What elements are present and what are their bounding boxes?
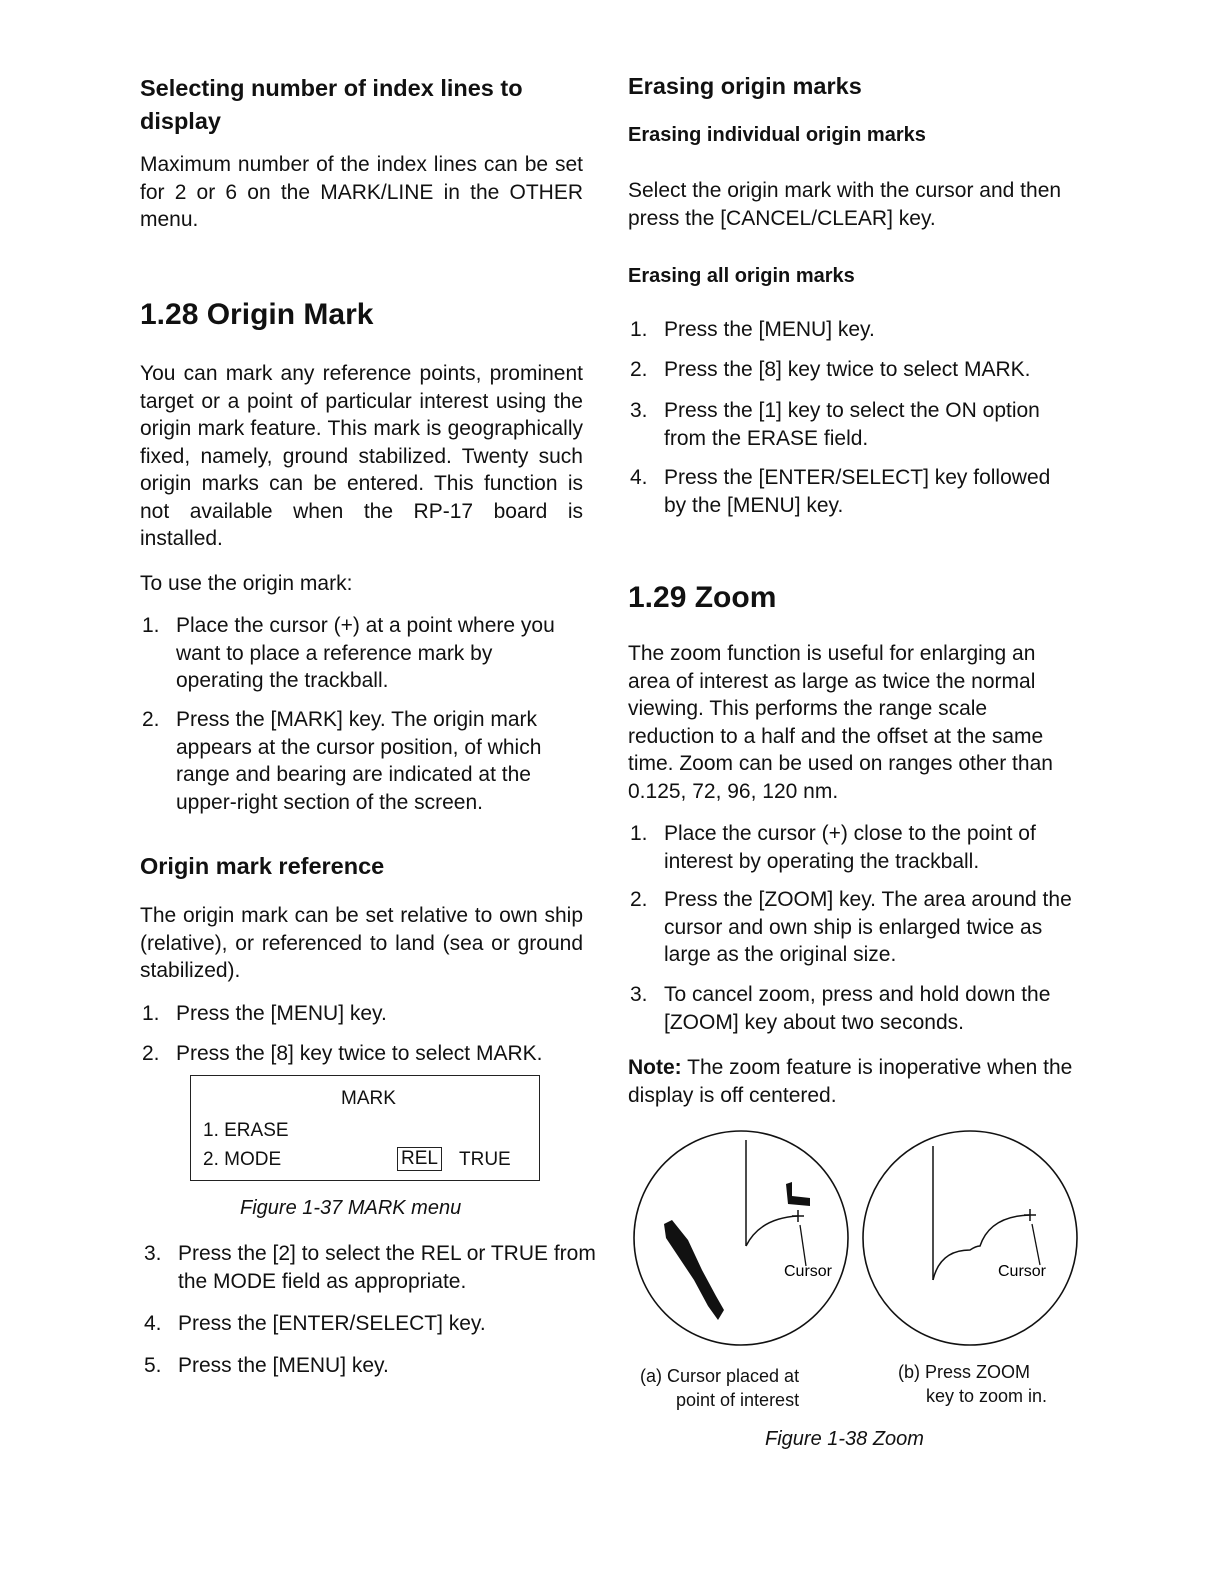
erasing-individual-text: Select the origin mark with the cursor and then press the [CANCEL/CLEAR] key. (628, 179, 1062, 230)
origin-ref-text: The origin mark can be set relative to own ship (relative), or referenced to land (sea or ground stabilized). (140, 904, 583, 982)
list-text: Place the cursor (+) at a point where you want to place a reference mark by operating the trackball. (176, 614, 555, 692)
mark-menu-figure (190, 1075, 540, 1181)
menu-option-true: TRUE (459, 1149, 511, 1170)
figure-a-caption (640, 1364, 799, 1412)
list-number: 1. (630, 318, 648, 341)
list-text: Press the [ENTER/SELECT] key. (178, 1312, 486, 1335)
list-number: 4. (630, 466, 648, 489)
list-item (142, 1000, 596, 1028)
list-number: 5. (144, 1354, 162, 1377)
landmass-echo (664, 1220, 724, 1320)
menu-item-erase: 1. ERASE (203, 1120, 289, 1141)
list-number: 1. (142, 614, 160, 637)
erasing-all-heading: Erasing all origin marks (628, 265, 855, 287)
list-item (630, 886, 1074, 969)
list-item (144, 1310, 598, 1338)
list-text: Press the [MARK] key. The origin mark appears at the cursor position, of which range and bearing are indicated at the upper-right section of the screen. (176, 708, 542, 814)
list-number: 2. (630, 888, 648, 911)
menu-title: MARK (341, 1088, 396, 1109)
list-item (630, 397, 1074, 452)
figure-a-line2: point of interest (676, 1390, 800, 1410)
list-number: 4. (144, 1312, 162, 1335)
figure-37-caption: Figure 1-37 MARK menu (240, 1197, 462, 1219)
note-label: Note: (628, 1056, 682, 1079)
zoom-text: The zoom function is useful for enlarging an area of interest as large as twice the normal viewing. This performs the range scale reduction to a half and the offset at the same time. Zoom can be used on ranges other than 0.125, 72, 96, 120 nm. (628, 642, 1053, 803)
menu-option-rel: REL (397, 1147, 442, 1171)
index-lines-text: Maximum number of the index lines can be set for 2 or 6 on the MARK/LINE in the OTHER menu. (140, 153, 583, 231)
list-text: Press the [ZOOM] key. The area around the cursor and own ship is enlarged twice as large as the original size. (664, 888, 1072, 966)
cursor-icon (792, 1210, 804, 1222)
cursor-label-a: Cursor (784, 1263, 833, 1280)
list-item (142, 612, 584, 695)
list-text: Place the cursor (+) close to the point of interest by operating the trackball. (664, 822, 1036, 873)
list-number: 2. (630, 358, 648, 381)
list-text: Press the [2] to select the REL or TRUE from the MODE field as appropriate. (178, 1242, 596, 1293)
list-text: Press the [8] key twice to select MARK. (664, 358, 1031, 381)
list-text: Press the [MENU] key. (176, 1002, 387, 1025)
index-lines-heading: Selecting number of index lines to display (140, 75, 523, 134)
origin-mark-text: You can mark any reference points, prominent target or a point of particular interest using the origin mark feature. This mark is geographically fixed, namely, ground stabilized. Twenty such origin marks can be entered. This function is not available when the RP-17 board is installed. (140, 362, 583, 550)
list-item (142, 1040, 596, 1068)
list-item (630, 981, 1074, 1036)
list-item (142, 706, 584, 816)
origin-ref-heading: Origin mark reference (140, 853, 385, 879)
list-item (630, 316, 1074, 344)
list-number: 2. (142, 708, 160, 731)
target-echo (786, 1182, 810, 1206)
list-text: Press the [MENU] key. (178, 1354, 389, 1377)
figure-b-line1: (b) Press ZOOM (898, 1362, 1031, 1382)
figure-b-caption (898, 1360, 1047, 1408)
list-text: To cancel zoom, press and hold down the [ZOOM] key about two seconds. (664, 983, 1051, 1034)
list-number: 1. (630, 822, 648, 845)
to-use-text: To use the origin mark: (140, 572, 353, 595)
list-item (630, 820, 1074, 875)
list-text: Press the [8] key twice to select MARK. (176, 1042, 543, 1065)
list-number: 1. (142, 1002, 160, 1025)
list-number: 3. (630, 399, 648, 422)
list-item (144, 1240, 598, 1295)
erasing-origin-heading: Erasing origin marks (628, 73, 862, 99)
list-number: 2. (142, 1042, 160, 1065)
cursor-icon (1024, 1209, 1036, 1221)
figure-a-line1: (a) Cursor placed at (640, 1366, 800, 1386)
figure-b-line2: key to zoom in. (926, 1386, 1048, 1406)
menu-item-mode: 2. MODE (203, 1149, 282, 1170)
list-number: 3. (630, 983, 648, 1006)
list-number: 3. (144, 1242, 162, 1265)
list-text: Press the [ENTER/SELECT] key followed by the [MENU] key. (664, 466, 1051, 517)
list-text: Press the [1] key to select the ON option from the ERASE field. (664, 399, 1040, 450)
note-text: The zoom feature is inoperative when the display is off centered. (628, 1056, 1073, 1107)
list-text: Press the [MENU] key. (664, 318, 875, 341)
list-item (630, 356, 1074, 384)
list-item (630, 464, 1074, 519)
list-item (144, 1352, 598, 1380)
radar-display-b (863, 1131, 1077, 1345)
zoom-title: 1.29 Zoom (628, 581, 777, 614)
zoom-note (628, 1054, 1073, 1109)
cursor-label-b: Cursor (998, 1263, 1047, 1280)
figure-38-caption: Figure 1-38 Zoom (765, 1428, 924, 1450)
zoom-figure (620, 1120, 1090, 1360)
erasing-individual-heading: Erasing individual origin marks (628, 124, 926, 146)
origin-mark-title: 1.28 Origin Mark (140, 298, 374, 331)
radar-display-a (634, 1131, 848, 1345)
